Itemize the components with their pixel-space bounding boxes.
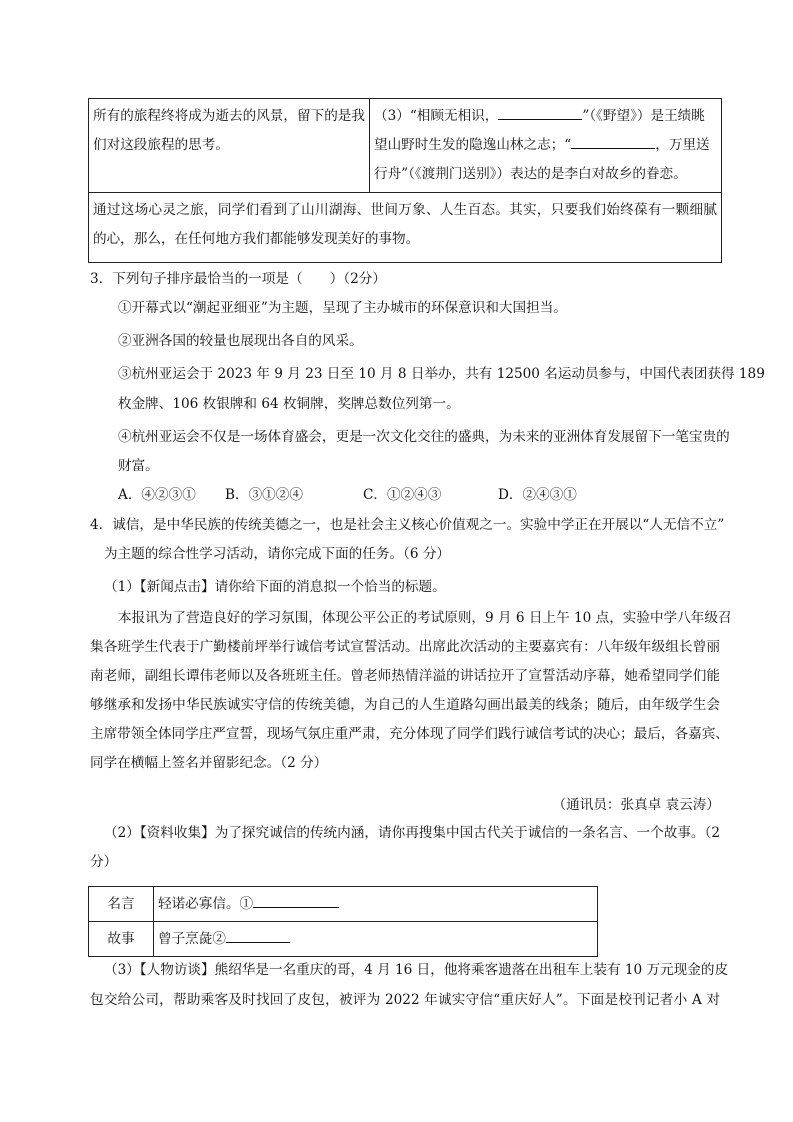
q3-sentence-3: ③杭州亚运会于 2023 年 9 月 23 日至 10 月 8 日举办，共有 12500 名运动员参与，中国代表团获得 189 — [118, 366, 765, 382]
text-line: 们对这段旅程的思考。 — [93, 137, 229, 153]
reporter-credit: （通讯员：张真卓 袁云涛） — [552, 797, 720, 813]
fill-blank[interactable] — [571, 135, 655, 149]
reflection-left-cell — [89, 99, 370, 193]
quote-blank[interactable] — [253, 894, 339, 908]
text-line: 通过这场心灵之旅，同学们看到了山川湖海、世间万象、人生百态。其实，只要我们始终葆有一颗细腻 — [93, 202, 717, 218]
option-b[interactable]: B．③①②④ — [225, 487, 303, 503]
text: ”（《野望》）是王绩眺 — [582, 108, 705, 124]
news-line: 南老师，副组长谭伟老师以及各班班主任。曾老师热情洋溢的讲话拉开了宣誓活动序幕，她希望同学们能 — [90, 668, 720, 684]
news-line: 集各班学生代表于广勤楼前坪举行诚信考试宣誓活动。出席此次活动的主要嘉宾有：八年级年级组长曾丽 — [90, 639, 720, 655]
news-line: 主席带领全体同学庄严宣誓，现场气氛庄重严肃，充分体现了同学们践行诚信考试的决心；最后，各嘉宾、 — [90, 726, 729, 742]
label-story: 故事 — [89, 922, 154, 957]
text: 望山野时生发的隐逸山林之志；“ — [374, 137, 572, 153]
q4-part3-line: （3）【人物访谈】熊绍华是一名重庆的哥，4 月 16 日，他将乘客遗落在出租车上装有 10 万元现金的皮 — [104, 962, 729, 978]
text-line: 行舟”（《渡荆门送别》）表达的是李白对故乡的眷恋。 — [374, 166, 687, 182]
fill-blank[interactable] — [498, 106, 582, 120]
news-line: 够继承和发扬中华民族诚实守信的传统美德，为自己的人生道路勾画出最美的线条；随后，由年级学生会 — [90, 697, 720, 713]
q3-sentence-4: ④杭州亚运会不仅是一场体育盛会，更是一次文化交往的盛典，为未来的亚洲体育发展留下一笔宝贵的 — [118, 429, 730, 445]
q3-sentence-1: ①开幕式以“潮起亚细亚”为主题，呈现了主办城市的环保意识和大国担当。 — [118, 300, 567, 316]
news-line: 本报讯为了营造良好的学习氛围，体现公平公正的考试原则，9 月 6 日上午 10 点，实验中学八年级召 — [118, 610, 732, 626]
q4-part3-line: 包交给公司，帮助乘客及时找回了皮包，被评为 2022 年诚实守信“重庆好人”。下面是校刊记者小 A 对 — [90, 992, 720, 1008]
q4-part2-title-cont: 分） — [90, 854, 118, 870]
q4-stem-cont: 为主题的综合性学习活动，请你完成下面的任务。（6 分） — [104, 546, 451, 562]
label-quote: 名言 — [89, 887, 154, 922]
option-d[interactable]: D．②④③① — [498, 487, 577, 503]
option-a[interactable]: A．④②③① — [118, 487, 196, 503]
text: ，万里送 — [655, 137, 710, 153]
q4-part2-title: （2）【资料收集】为了探究诚信的传统内涵，请你再搜集中国古代关于诚信的一条名言、一个故事。（2 — [104, 825, 720, 841]
q3-sentence-2: ②亚洲各国的较量也展现出各自的风采。 — [118, 333, 363, 349]
text: （3）“相顾无相识， — [374, 108, 499, 124]
text-line: 所有的旅程终将成为逝去的风景，留下的是我 — [93, 108, 365, 124]
q3-sentence-3-cont: 枚金牌、106 枚银牌和 64 枚铜牌，奖牌总数位列第一。 — [118, 396, 460, 412]
reflection-table — [88, 98, 722, 263]
text-line: 的心，那么，在任何地方我们都能够发现美好的事物。 — [93, 231, 420, 247]
q3-sentence-4-cont: 财富。 — [118, 458, 159, 474]
option-c[interactable]: C．①②④③ — [363, 487, 442, 503]
q4-part1-title: （1）【新闻点击】请你给下面的消息拟一个恰当的标题。 — [104, 579, 446, 595]
story-blank[interactable] — [226, 929, 290, 943]
news-line: 同学在横幅上签名并留影纪念。（2 分） — [90, 755, 328, 771]
poem-fill-cell — [370, 99, 722, 193]
q4-stem: 4．诚信，是中华民族的传统美德之一，也是社会主义核心价值观之一。实验中学正在开展以“人无信不立” — [90, 517, 725, 533]
summary-cell — [89, 193, 722, 263]
material-table — [88, 886, 598, 957]
q3-stem: 3．下列句子排序最恰当的一项是（ ）（2分） — [90, 271, 386, 287]
quote-text: 轻诺必寡信。① — [158, 896, 254, 912]
story-text: 曾子烹彘② — [158, 931, 226, 947]
